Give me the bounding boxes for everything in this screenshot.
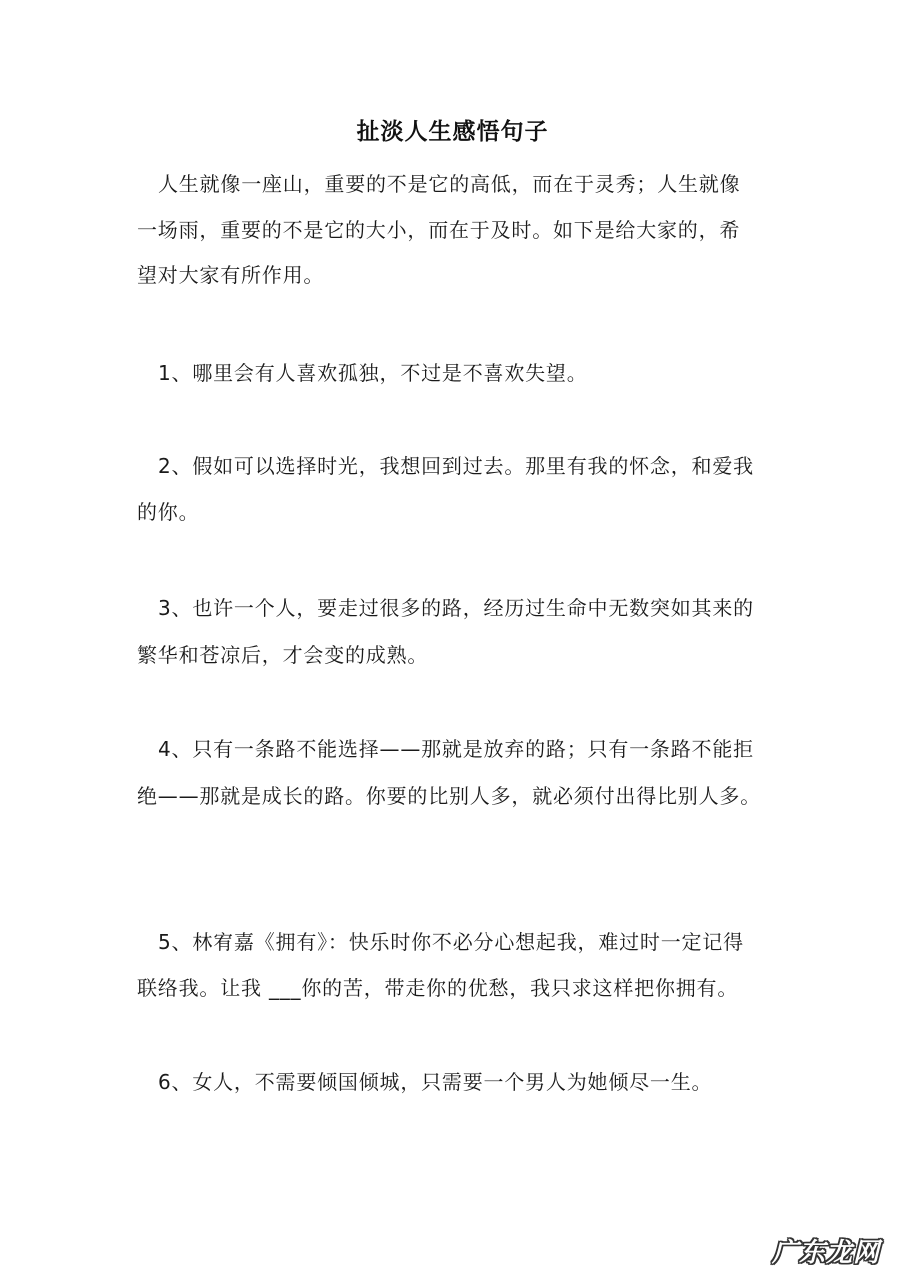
list-item-line: 4、只有一条路不能选择——那就是放弃的路；只有一条路不能拒	[158, 737, 754, 761]
document-title: 扯淡人生感悟句子	[356, 118, 549, 145]
list-item-line: 2、假如可以选择时光，我想回到过去。那里有我的怀念，和爱我	[158, 454, 754, 478]
intro-line: 望对大家有所作用。	[137, 263, 325, 287]
list-item-line: 联络我。让我 ___你的苦，带走你的优愁，我只求这样把你拥有。	[137, 976, 739, 1000]
list-item-line: 6、女人，不需要倾国倾城，只需要一个男人为她倾尽一生。	[158, 1070, 713, 1094]
list-item-line: 5、林宥嘉《拥有》：快乐时你不必分心想起我，难过时一定记得	[158, 930, 744, 954]
intro-line: 一场雨，重要的不是它的大小，而在于及时。如下是给大家的，希	[137, 218, 741, 242]
watermark-logo: 广东龙网	[772, 1238, 881, 1268]
list-item-line: 绝——那就是成长的路。你要的比别人多，就必须付出得比别人多。	[137, 784, 761, 808]
list-item-line: 的你。	[137, 500, 200, 524]
list-item-line: 1、哪里会有人喜欢孤独，不过是不喜欢失望。	[158, 361, 588, 385]
list-item-line: 3、也许一个人，要走过很多的路，经历过生命中无数突如其来的	[158, 596, 754, 620]
intro-line: 人生就像一座山，重要的不是它的高低，而在于灵秀；人生就像	[158, 172, 741, 196]
list-item-line: 繁华和苍凉后，才会变的成熟。	[137, 643, 429, 667]
